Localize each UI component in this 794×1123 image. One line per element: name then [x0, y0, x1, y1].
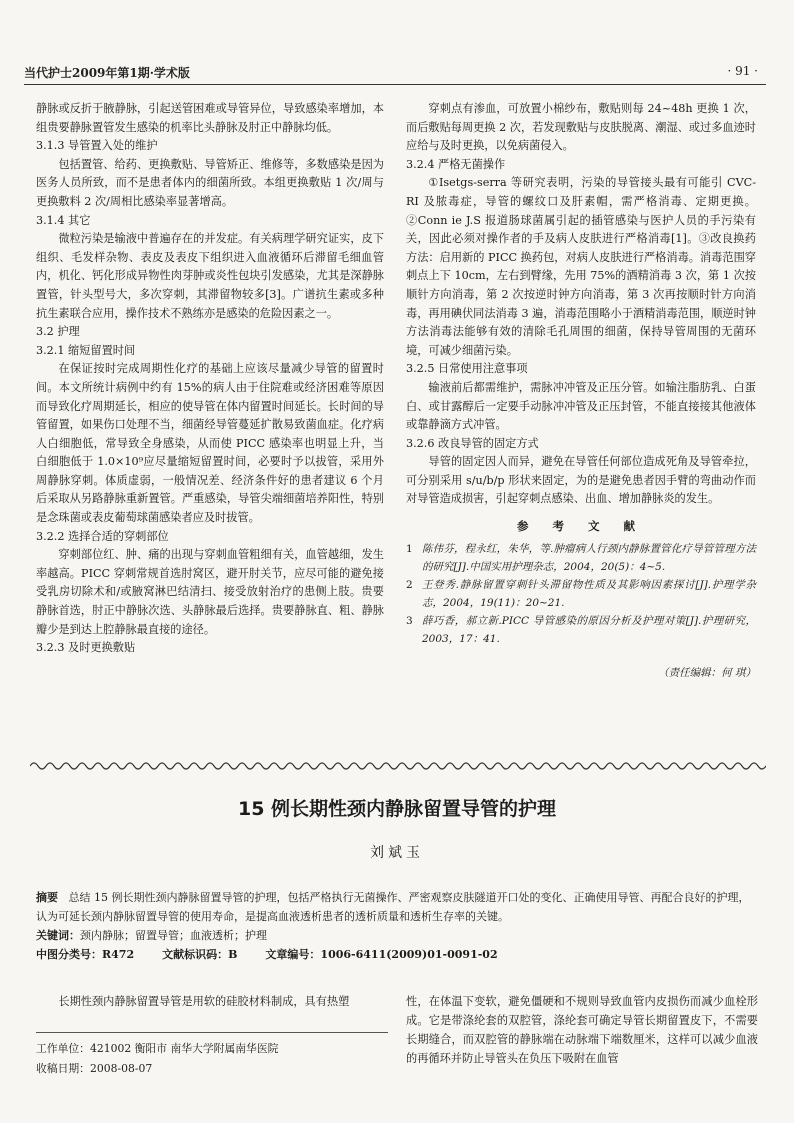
paragraph: 在保证按时完成周期性化疗的基础上应该尽量减少导管的留置时间。本文所统计病例中约有 15%的病人由于住院难或经济困难等原因而导致化疗周期延长，相应的使导管在体内留置时间延长。长时间的导管留置，如果伤口处理不当，细菌经导管蔓延扩散易致菌血症。化疗病人白细胞低，常导致全身感染，从而使 PICC 感染率也明显上升，当白细胞低于 1.0×10⁹应尽量缩短留置时间，必要时予以拔管，采用外周静脉穿刺。体质虚弱，一般情况差、经济条件好的患者建议 6 个月后采取从另路静脉重新置管。严重感染，导管尖端细菌培养阳性，特别是念珠菌或表皮葡萄球菌感染者应及时拔管。 [36, 362, 384, 525]
paragraph: ①Isetgs-serra 等研究表明，污染的导管接头最有可能引 CVC-RI 及脓毒症，导管的螺纹口及肝素帽，需严格消毒、定期更换。②Conn ie J.S 报道肠球菌属引起的插管感染与医护人员的手污染有关，因此必须对操作者的手及病人皮肤进行严格消毒[1]。③改良换药方法：启用新的 PICC 换药包，对病人皮肤进行严格消毒。消毒范围穿刺点上下 10cm，左右到臂缘，先用 75%的酒精消毒 3 次，第 1 次按顺针方向消毒，第 2 次按逆时钟方向消毒，第 3 次再按顺时针方向消毒，再用碘伏同法消毒 3 遍，消毒范围略小于酒精消毒范围，顺逆时钟方法消毒法能够有效的清除毛孔周围的细菌，保持导管周围的无菌环境，可减少细菌污染。 [406, 176, 756, 357]
document-code: 文献标识码：B [162, 948, 238, 961]
body-right-column [406, 992, 758, 1068]
left-column [36, 100, 384, 658]
abstract-text: 总结 15 例长期性颈内静脉留置导管的护理，包括严格执行无菌操作、严密观察皮肤隧道开口处的变化、正确使用导管、再配合良好的护理，认为可延长颈内静脉留置导管的使用寿命，是提高血液透析患者的透析质量和透析生存率的关键。 [36, 891, 750, 923]
paragraph: 导管的固定因人而异，避免在导管任何部位造成死角及导管牵拉，可分别采用 s/u/b/p 形状来固定，为的是避免患者因手臂的弯曲动作而对导管造成损害，引起穿刺点感染、出血、增加静脉炎的发生。 [406, 455, 756, 506]
section-heading: 3.2.6 改良导管的固定方式 [406, 436, 539, 450]
received-date: 收稿日期：2008-08-07 [36, 1062, 153, 1075]
header-rule [24, 84, 766, 85]
reference-item [406, 612, 756, 648]
work-unit: 工作单位：421002 衡阳市 南华大学附属南华医院 [36, 1042, 279, 1055]
body-left-column [36, 992, 388, 1011]
journal-header: 当代护士2009年第1期·学术版 [24, 66, 190, 80]
paragraph: 包括置管、给药、更换敷贴、导管矫正、维修等，多数感染是因为医务人员所致，而不是患者体内的细菌所致。本组更换敷贴 1 次/周与更换敷料 2 次/周相比感染率显著增高。 [36, 157, 384, 208]
wave-separator [30, 760, 766, 772]
paragraph: 性，在体温下变软，避免僵硬和不规则导致血管内皮损伤而减少血栓形成。它是带涤纶套的双腔管，涤纶套可确定导管长期留置皮下，不需要长期缝合，而双腔管的静脉端在动脉端下端数厘米，这样可以减少血液的再循环并防止导管头在负压下吸附在血管 [406, 995, 758, 1065]
paragraph: 长期性颈内静脉留置导管是用软的硅胶材料制成，具有热塑 [58, 995, 350, 1008]
paragraph: 穿刺点有渗血，可放置小棉纱布，敷贴则每 24~48h 更换 1 次，而后敷贴每周更换 2 次，若发现敷贴与皮肤脱离、潮湿、或过多血迹时应给与及时更换，以免病菌侵入。 [406, 102, 756, 153]
section-heading: 3.1.3 导管置入处的维护 [36, 139, 158, 153]
right-column [406, 100, 756, 682]
footnote [36, 1032, 388, 1079]
reference-item [406, 540, 756, 576]
section-heading: 3.2.3 及时更换敷贴 [36, 641, 136, 655]
paragraph: 输液前后都需维护，需脉冲冲管及正压分管。如输注脂肪乳、白蛋白、或甘露醇后一定要手动脉冲冲管及正压封管，不能直接接其他液体或靠静滴方式冲管。 [406, 380, 756, 432]
section-heading: 3.2.2 选择合适的穿刺部位 [36, 529, 169, 543]
clc-number: 中图分类号：R472 [36, 948, 135, 961]
article-number: 文章编号：1006-6411(2009)01-0091-02 [265, 948, 498, 961]
editor-note: （责任编辑：何 琪） [658, 666, 756, 679]
section-heading: 3.2.1 缩短留置时间 [36, 343, 136, 357]
abstract-block [36, 888, 752, 964]
keywords-text: 颈内静脉；留置导管；血液透析；护理 [80, 929, 267, 942]
paragraph: 微粒污染是输液中普遍存在的并发症。有关病理学研究证实，皮下组织、毛发样杂物、表皮及表皮下组织进入血液循环后滞留毛细血管内，机化、钙化形成异物性肉芽肿或炎性包块引发感染，尤其是深静脉置管，针头型号大，多次穿刺，其滞留物较多[3]。广谱抗生素或多种抗生素联合应用，操作技术不熟练亦是感染的危险因素之一。 [36, 232, 384, 320]
section-heading: 3.2 护理 [36, 325, 80, 339]
paragraph: 静脉或反折于腋静脉，引起送管困难或导管异位，导致感染率增加，本组贵要静脉置管发生感染的机率比头静脉及肘正中静脉均低。 [36, 102, 384, 134]
reference-text: 陈伟芬，程永红，朱华，等.肿瘤病人行颈内静脉置管化疗导管管理方法的研究[J].中国实用护理杂志，2004，20(5)：4~5. [422, 542, 756, 573]
section-heading: 3.2.5 日常使用注意事项 [406, 362, 528, 376]
reference-number: 1 [406, 542, 413, 555]
paragraph: 穿刺部位红、肿、痛的出现与穿刺血管粗细有关，血管越细，发生率越高。PICC 穿刺常规首选肘窝区，避开肘关节，应尽可能的避免接受乳房切除术和/或腋窝淋巴结清扫、接受放射治疗的患侧上肢。贵要静脉首选，肘正中静脉次选、头静脉最后选择。贵要静脉直、粗、静脉瓣少是到达上腔静脉最直接的途径。 [36, 548, 384, 636]
article-title: 15 例长期性颈内静脉留置导管的护理 [237, 798, 557, 820]
abstract-label: 摘要 [36, 891, 58, 904]
reference-number: 2 [406, 578, 413, 591]
keywords [36, 926, 752, 945]
classification-line [36, 945, 752, 964]
abstract [36, 888, 752, 926]
references-title: 参 考 文 献 [516, 519, 645, 534]
section-heading: 3.1.4 其它 [36, 213, 91, 227]
page-number: · 91 · [727, 64, 758, 78]
reference-number: 3 [406, 614, 413, 627]
reference-item [406, 576, 756, 612]
article-author: 刘斌玉 [370, 845, 424, 861]
keywords-label: 关键词： [36, 929, 80, 942]
reference-text: 薛巧香，郝立新.PICC 导管感染的原因分析及护理对策[J].护理研究，2003，17：41. [422, 614, 756, 645]
reference-text: 王登秀.静脉留置穿刺针头滞留物性质及其影响因素探讨[J].护理学杂志，2004，19(11)：20~21. [422, 578, 756, 609]
section-heading: 3.2.4 严格无菌操作 [406, 157, 506, 171]
